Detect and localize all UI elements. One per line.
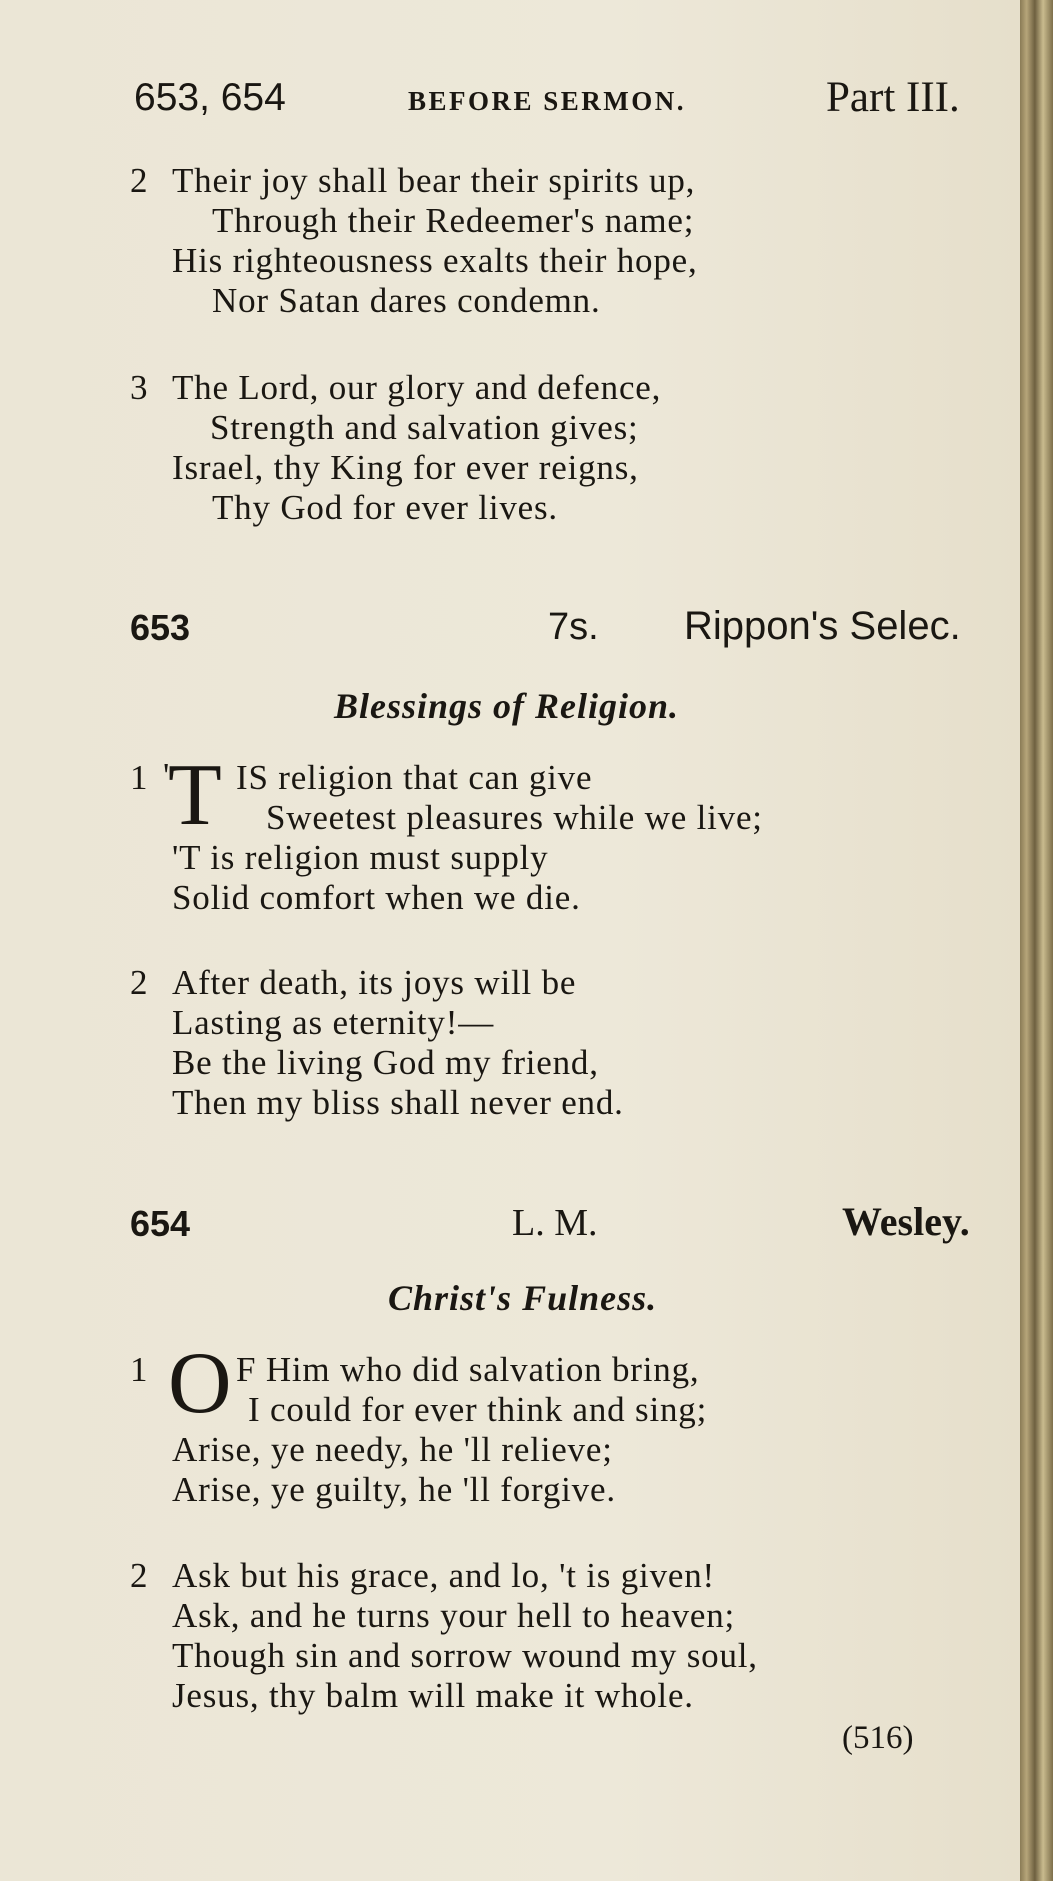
dropcap-apostrophe: ' [163, 756, 171, 795]
hymn-number: 654 [130, 1203, 191, 1244]
stanza-number: 2 [130, 161, 149, 200]
hymn-author: Wesley. [842, 1199, 970, 1244]
stanza-number: 1 [130, 1350, 149, 1389]
hymn-title: Blessings of Religion. [334, 686, 680, 726]
verse-line: Jesus, thy balm will make it whole. [172, 1676, 694, 1715]
verse-line: 'T is religion must supply [172, 838, 549, 877]
stanza-number: 3 [130, 368, 149, 407]
verse-line: Be the living God my friend, [172, 1043, 599, 1082]
stanza-number: 2 [130, 1556, 149, 1595]
book-spine-edge [1020, 0, 1053, 1881]
hymn-title: Christ's Fulness. [388, 1278, 658, 1318]
verse-line: F Him who did salvation bring, [236, 1350, 700, 1389]
dropcap-letter: T [168, 747, 222, 844]
verse-line: Ask, and he turns your hell to heaven; [172, 1596, 736, 1635]
hymn-meter: 7s. [548, 606, 599, 648]
header-part: Part III. [826, 74, 960, 121]
verse-line: I could for ever think and sing; [248, 1390, 708, 1429]
verse-line: Thy God for ever lives. [212, 488, 558, 527]
verse-line: The Lord, our glory and defence, [172, 368, 662, 407]
stanza-number: 1 [130, 758, 149, 797]
verse-line: Solid comfort when we die. [172, 878, 581, 917]
verse-line: Arise, ye guilty, he 'll forgive. [172, 1470, 616, 1509]
stanza-number: 2 [130, 963, 149, 1002]
verse-line: Strength and salvation gives; [210, 408, 639, 447]
verse-line: Through their Redeemer's name; [212, 201, 695, 240]
verse-line: Nor Satan dares condemn. [212, 281, 601, 320]
verse-line: Then my bliss shall never end. [172, 1083, 624, 1122]
header-hymn-numbers: 653, 654 [134, 76, 286, 119]
hymn-meter: L. M. [512, 1202, 598, 1244]
header-section-title: BEFORE SERMON. [408, 86, 687, 116]
page-number: (516) [842, 1720, 914, 1756]
verse-line: After death, its joys will be [172, 963, 577, 1002]
verse-line: Arise, ye needy, he 'll relieve; [172, 1430, 613, 1469]
hymn-author: Rippon's Selec. [684, 604, 961, 648]
verse-line: Lasting as eternity!— [172, 1003, 494, 1042]
verse-line: Ask but his grace, and lo, 't is given! [172, 1556, 715, 1595]
verse-line: His righteousness exalts their hope, [172, 241, 698, 280]
verse-line: Though sin and sorrow wound my soul, [172, 1636, 758, 1675]
verse-line: Their joy shall bear their spirits up, [172, 161, 696, 200]
verse-line: Sweetest pleasures while we live; [266, 798, 763, 837]
hymn-number: 653 [130, 607, 191, 648]
verse-line: Israel, thy King for ever reigns, [172, 448, 639, 487]
dropcap-letter: O [168, 1335, 232, 1432]
verse-line: IS religion that can give [236, 758, 593, 797]
